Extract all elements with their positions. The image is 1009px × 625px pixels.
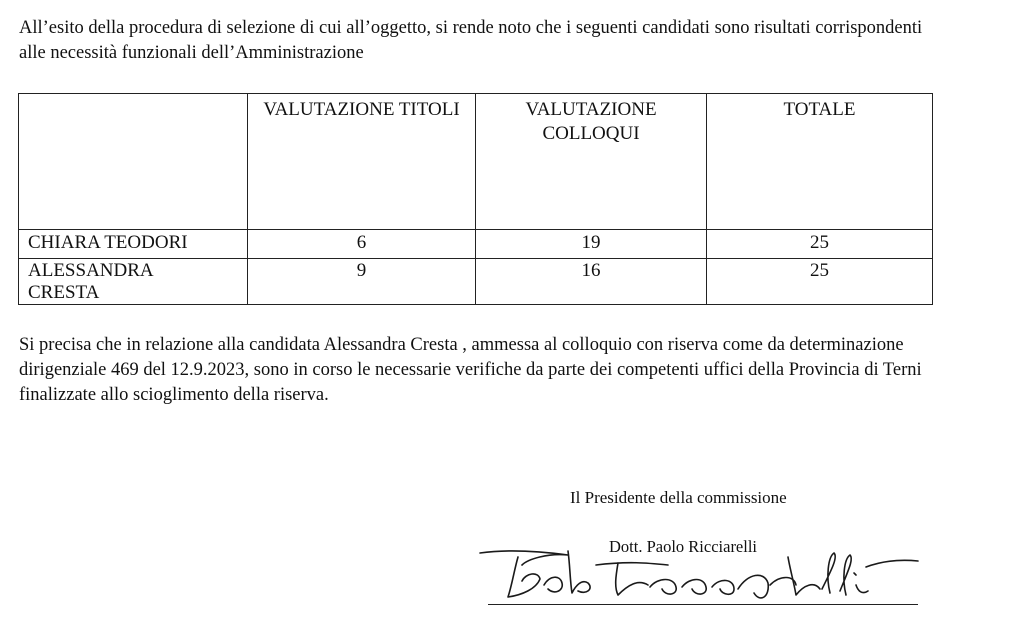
titoli-score: 9 xyxy=(248,259,476,305)
candidate-name: CHIARA TEODORI xyxy=(19,230,248,259)
table-row xyxy=(19,259,933,305)
handwritten-signature xyxy=(478,545,923,610)
results-table xyxy=(18,93,933,305)
total-score: 25 xyxy=(707,259,933,305)
table-header-row xyxy=(19,94,933,230)
total-score: 25 xyxy=(707,230,933,259)
table-row xyxy=(19,230,933,259)
signature-line xyxy=(488,604,918,605)
header-empty-cell xyxy=(19,94,248,230)
header-valutazione-titoli: VALUTAZIONE TITOLI xyxy=(248,94,476,230)
colloqui-score: 19 xyxy=(476,230,707,259)
signatory-name: Dott. Paolo Ricciarelli xyxy=(609,537,758,556)
header-valutazione-colloqui: VALUTAZIONE COLLOQUI xyxy=(476,94,707,230)
colloqui-score: 16 xyxy=(476,259,707,305)
candidate-name: ALESSANDRA CRESTA xyxy=(19,259,248,305)
note-paragraph: Si precisa che in relazione alla candidata Alessandra Cresta , ammessa al colloquio con riserva come da determinazione dirigenziale 469 del 12.9.2023, sono in corso le necessarie verifiche da parte dei competenti uffici della Provincia di Terni finalizzate allo scioglimento della riserva. xyxy=(19,335,922,405)
signatory-role: Il Presidente della commissione xyxy=(570,488,787,507)
intro-paragraph: All’esito della procedura di selezione di cui all’oggetto, si rende noto che i seguenti candidati sono risultati corrispondenti alle necessità funzionali dell’Amministrazione xyxy=(19,18,923,63)
header-totale: TOTALE xyxy=(707,94,933,230)
titoli-score: 6 xyxy=(248,230,476,259)
